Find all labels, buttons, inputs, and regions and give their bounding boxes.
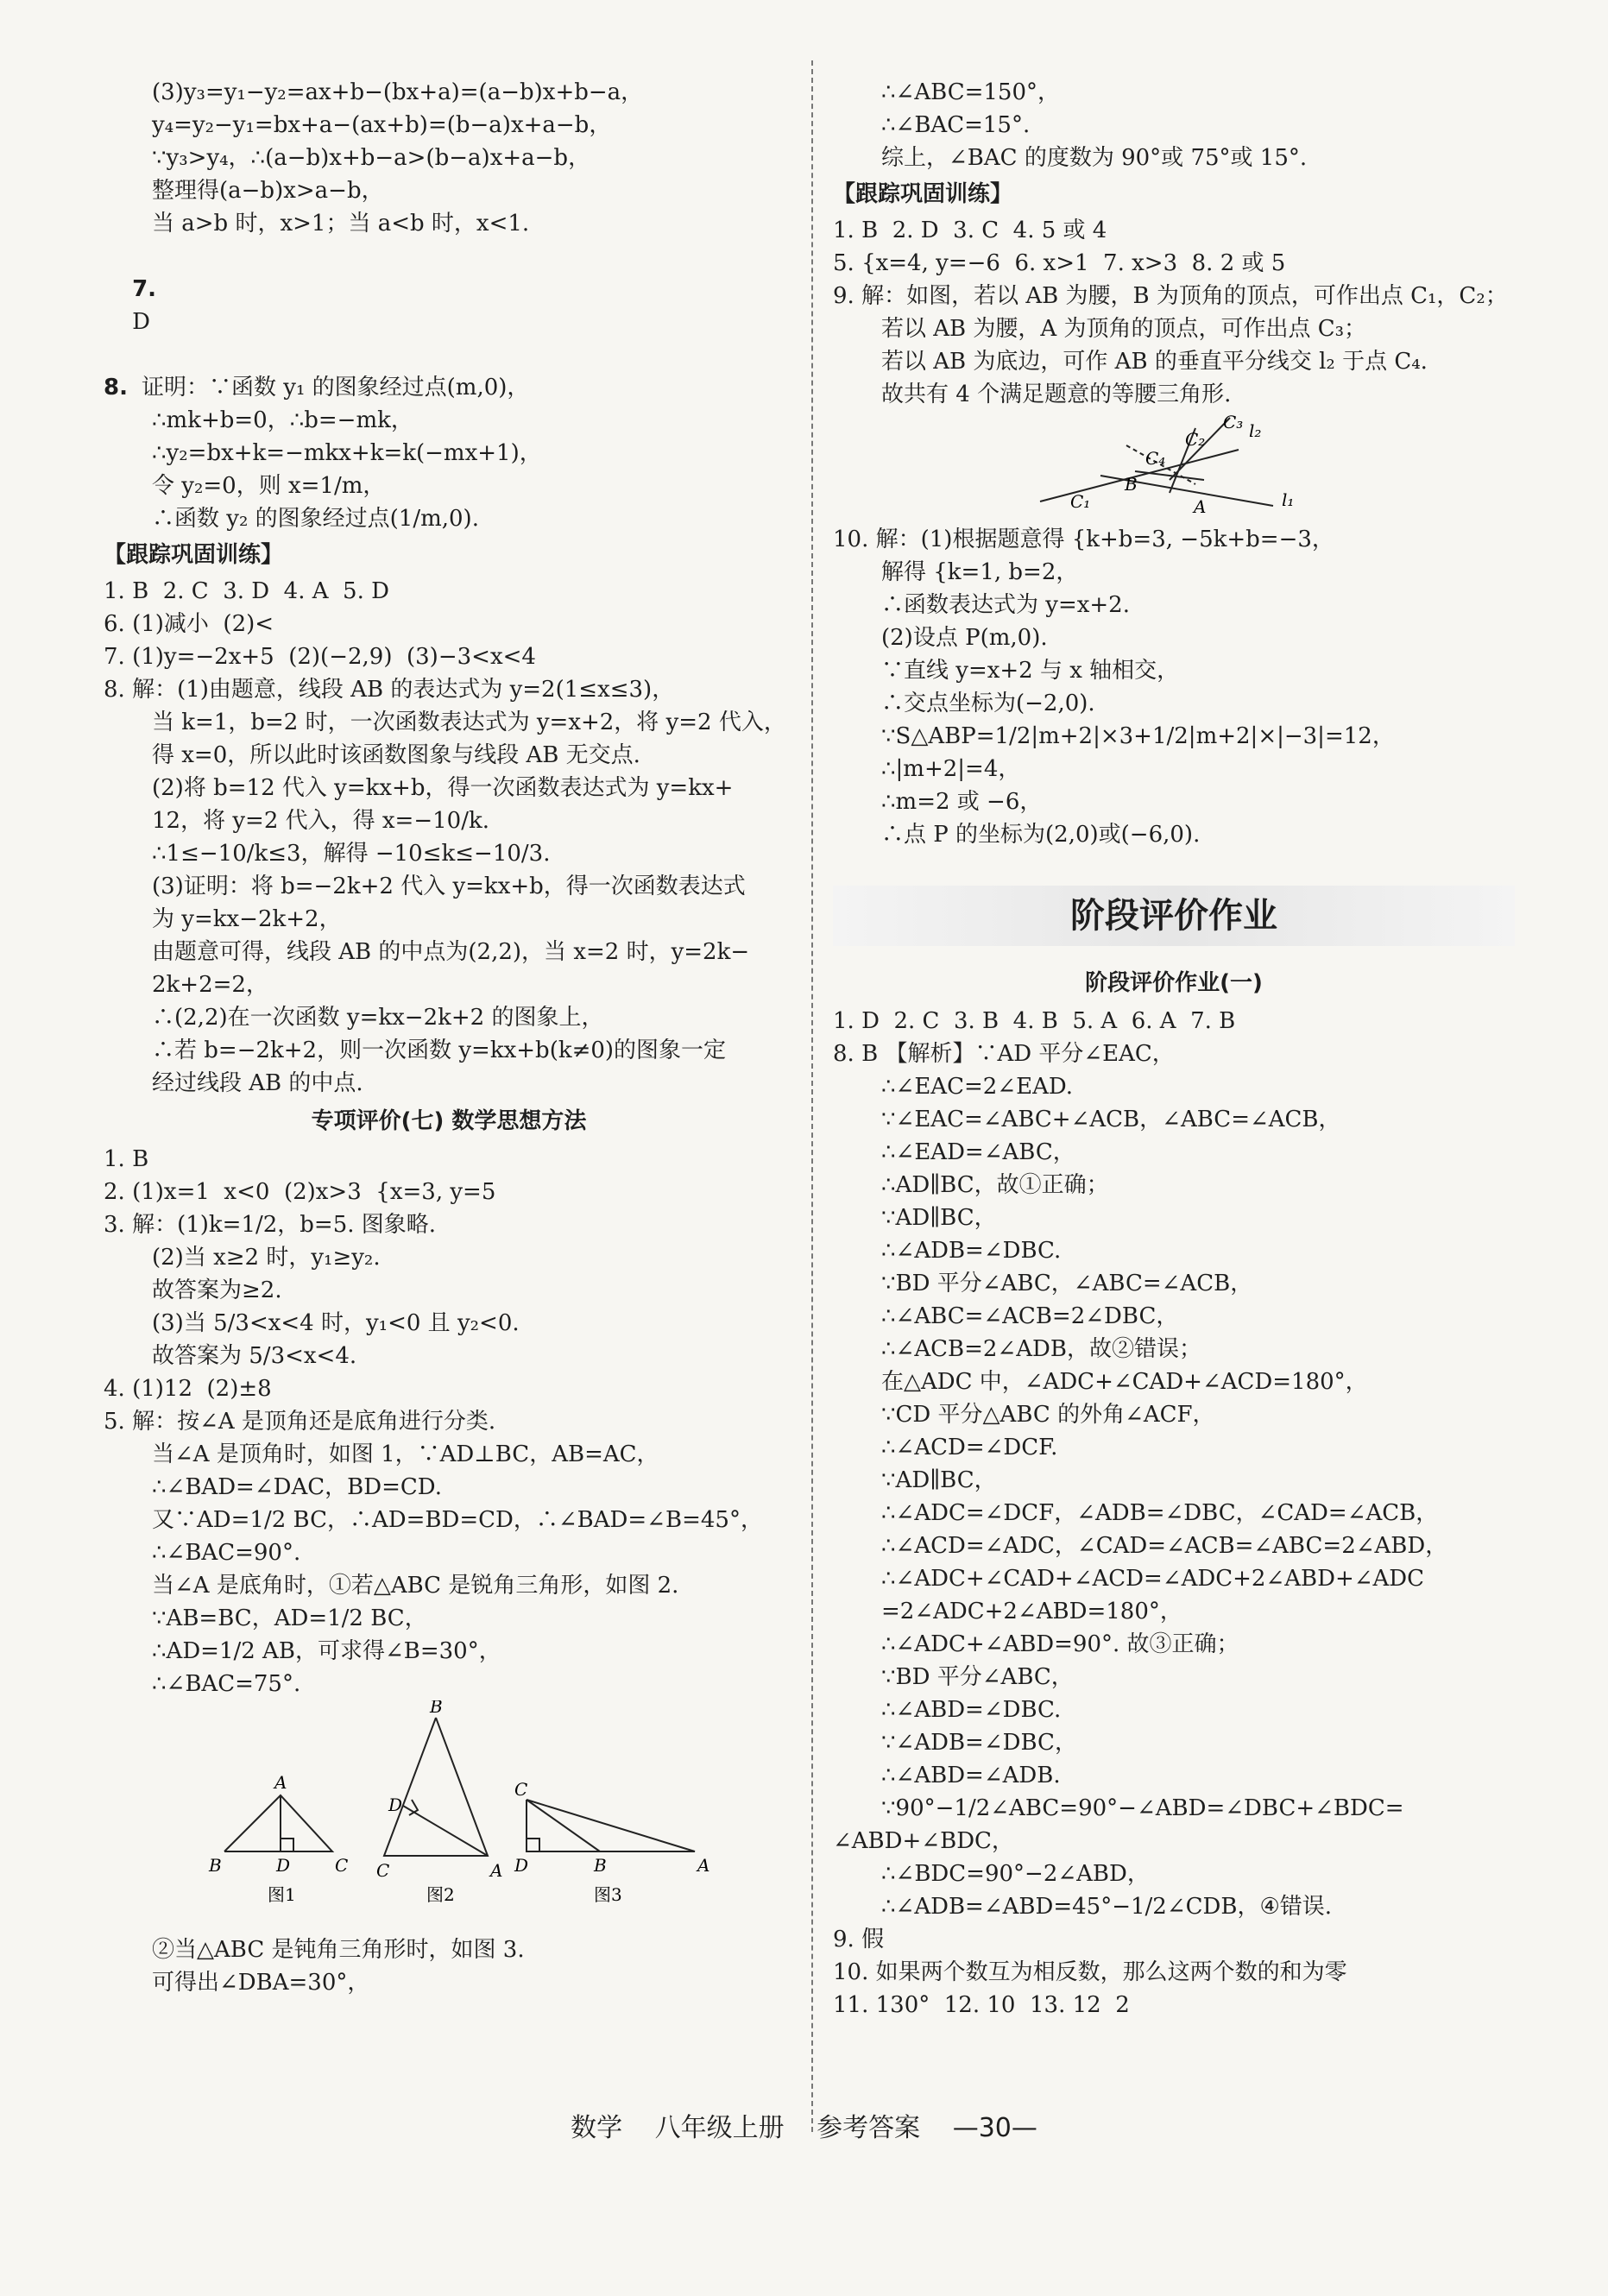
point-label: B — [430, 1700, 443, 1717]
text-line: 故答案为≥2. — [152, 1277, 282, 1303]
text-line: ∵y₃>y₄，∴(a−b)x+b−a>(b−a)x+a−b， — [152, 145, 591, 171]
point-label: A — [274, 1772, 287, 1793]
text-line: ∵∠EAC=∠ABC+∠ACB，∠ABC=∠ACB， — [881, 1107, 1341, 1132]
text-line: ∴∠ABC=150°， — [881, 79, 1060, 105]
text-line: 7. (1)y=−2x+5 (2)(−2,9) (3)−3<x<4 — [104, 644, 536, 670]
text-line: 5. 解：按∠A 是顶角还是底角进行分类. — [104, 1409, 496, 1435]
figure-caption: 图1 — [268, 1884, 296, 1905]
triangle-figures — [104, 1700, 794, 1933]
text-line: ∴交点坐标为(−2,0). — [881, 691, 1095, 716]
point-label: C — [514, 1779, 528, 1800]
text-line: ∴若 b=−2k+2，则一次函数 y=kx+b(k≠0)的图象一定 — [152, 1038, 727, 1063]
text-line: ∵直线 y=x+2 与 x 轴相交， — [881, 658, 1180, 684]
text-line: ∴∠BAC=15°. — [881, 112, 1031, 138]
point-label: C₂ — [1185, 429, 1206, 450]
footer-subject: 数学 — [571, 2113, 623, 2143]
text-line: 综上，∠BAC 的度数为 90°或 75°或 15°. — [881, 145, 1308, 171]
figure-caption: 图3 — [594, 1884, 622, 1905]
text-line: =2∠ADC+2∠ABD=180°， — [881, 1599, 1182, 1624]
text-line: (2)设点 P(m,0). — [881, 625, 1048, 651]
text-line: 8. 解：(1)由题意，线段 AB 的表达式为 y=2(1≤x≤3)， — [104, 677, 675, 703]
text-line: (3)证明：将 b=−2k+2 代入 y=kx+b，得一次函数表达式 — [152, 874, 746, 899]
question-number: 8. — [104, 375, 128, 401]
text-line: ∴∠ACB=2∠ADB，故②错误； — [881, 1336, 1201, 1362]
isosceles-figure — [833, 411, 1515, 523]
text-line: ∴函数 y₂ 的图象经过点(1/m,0). — [152, 506, 479, 532]
text-line: 整理得(a−b)x>a−b， — [152, 178, 384, 204]
text-line: ∴∠ADB=∠ABD=45°−1/2∠CDB，④错误. — [881, 1894, 1333, 1920]
point-label: l₁ — [1282, 489, 1295, 510]
point-label: C — [335, 1855, 349, 1876]
text-line: ∴∠ADB=∠DBC. — [881, 1238, 1062, 1264]
text-line: ∴函数表达式为 y=x+2. — [881, 592, 1130, 618]
text-line: (3)y₃=y₁−y₂=ax+b−(bx+a)=(a−b)x+b−a， — [152, 79, 644, 105]
text-line: 若以 AB 为底边，可作 AB 的垂直平分线交 l₂ 于点 C₄. — [881, 349, 1428, 375]
point-label: A — [1194, 496, 1207, 517]
text-line: ∴点 P 的坐标为(2,0)或(−6,0). — [881, 822, 1201, 848]
text-line: 当∠A 是顶角时，如图 1，∵AD⊥BC，AB=AC， — [152, 1441, 659, 1467]
text-line: 当 a>b 时，x>1；当 a<b 时，x<1. — [152, 211, 530, 237]
text-line: 9. 解：如图，若以 AB 为腰，B 为顶角的顶点，可作出点 C₁，C₂； — [833, 283, 1508, 309]
text-line: ∴y₂=bx+k=−mkx+k=k(−mx+1)， — [152, 440, 542, 466]
text-line: 3. 解：(1)k=1/2，b=5. 图象略. — [104, 1212, 437, 1238]
text-line: 1. B 2. D 3. C 4. 5 或 4 — [833, 218, 1107, 243]
text-line: ∠ABD+∠BDC， — [833, 1828, 1014, 1854]
text-line: y₄=y₂−y₁=bx+a−(ax+b)=(b−a)x+a−b， — [152, 112, 612, 138]
text-line: ∴AD∥BC，故①正确； — [881, 1172, 1109, 1198]
point-label: C₁ — [1070, 491, 1091, 512]
text-line: ∵BD 平分∠ABC，∠ABC=∠ACB， — [881, 1271, 1253, 1296]
text-line: 可得出∠DBA=30°， — [152, 1970, 370, 1996]
point-label: l₂ — [1249, 420, 1262, 441]
text-line: 10. 如果两个数互为相反数，那么这两个数的和为零 — [833, 1959, 1347, 1985]
text-line: 证明：∵函数 y₁ 的图象经过点(m,0)， — [142, 375, 530, 401]
text-line: 由题意可得，线段 AB 的中点为(2,2)，当 x=2 时，y=2k− — [152, 939, 750, 965]
text-line: ∴∠ABD=∠ADB. — [881, 1763, 1061, 1788]
text-line: ∴∠ACD=∠ADC，∠CAD=∠ACB=∠ABC=2∠ABD， — [881, 1533, 1448, 1559]
text-line: ∴|m+2|=4， — [881, 756, 1021, 782]
text-line: 12，将 y=2 代入，得 x=−10/k. — [152, 808, 489, 834]
left-column — [104, 76, 794, 1999]
text-line: ∴∠ABC=∠ACB=2∠DBC， — [881, 1303, 1179, 1329]
text-line: 1. B 2. C 3. D 4. A 5. D — [104, 578, 389, 604]
text-line: ∵S△ABP=1/2|m+2|×3+1/2|m+2|×|−3|=12， — [881, 723, 1395, 749]
text-line: ∵∠ADB=∠DBC， — [881, 1730, 1077, 1756]
text-line: ∵CD 平分△ABC 的外角∠ACF， — [881, 1402, 1215, 1428]
text-line: ∴∠BAD=∠DAC，BD=CD. — [152, 1474, 442, 1500]
text-line: 8. B 【解析】∵AD 平分∠EAC， — [833, 1041, 1175, 1067]
page-number: —30— — [952, 2113, 1037, 2143]
text-line: 10. 解：(1)根据题意得 {k+b=3, −5k+b=−3， — [833, 527, 1334, 552]
special-title: 专项评价(七) 数学思想方法 — [311, 1108, 587, 1134]
column-divider — [811, 60, 813, 2132]
left-lines-a — [104, 76, 794, 240]
text-line: ∴∠ADC+∠ABD=90°. 故③正确； — [881, 1631, 1239, 1657]
page-footer — [0, 2106, 1608, 2144]
text-line: ∵BD 平分∠ABC， — [881, 1664, 1074, 1690]
text-line: 得 x=0，所以此时该函数图象与线段 AB 无交点. — [152, 742, 640, 768]
text-line: ∴∠BDC=90°−2∠ABD， — [881, 1861, 1150, 1887]
point-label: A — [697, 1855, 710, 1876]
text-line: ∴AD=1/2 AB，可求得∠B=30°， — [152, 1638, 501, 1664]
text-line: 又∵AD=1/2 BC，∴AD=BD=CD，∴∠BAD=∠B=45°， — [152, 1507, 763, 1533]
text-line: (2)将 b=12 代入 y=kx+b，得一次函数表达式为 y=kx+ — [152, 775, 734, 801]
point-label: D — [388, 1795, 403, 1815]
text-line: 故答案为 5/3<x<4. — [152, 1343, 357, 1369]
text-line: 1. B — [104, 1146, 149, 1172]
text-line: 6. (1)减小 (2)< — [104, 611, 274, 637]
text-line: ∵AD∥BC， — [881, 1467, 997, 1493]
text-line: 2. (1)x=1 x<0 (2)x>3 {x=3, y=5 — [104, 1179, 496, 1205]
text-line: 经过线段 AB 的中点. — [152, 1070, 363, 1096]
point-label: D — [276, 1855, 291, 1876]
point-label: D — [514, 1855, 529, 1876]
right-column — [833, 76, 1515, 2022]
text-line: ∴m=2 或 −6， — [881, 789, 1043, 815]
answer-text: D — [132, 309, 150, 335]
text-line: ∴∠ADC=∠DCF，∠ADB=∠DBC，∠CAD=∠ACB， — [881, 1500, 1439, 1526]
section-banner: 阶段评价作业 — [833, 886, 1515, 946]
text-line: 若以 AB 为腰，A 为顶角的顶点，可作出点 C₃； — [881, 316, 1367, 342]
text-line: 为 y=kx−2k+2， — [152, 906, 342, 932]
text-line: ∴∠ACD=∠DCF. — [881, 1435, 1058, 1460]
text-line: ∴∠ADC+∠CAD+∠ACD=∠ADC+2∠ABD+∠ADC — [881, 1566, 1425, 1592]
point-label: B — [209, 1855, 222, 1876]
text-line: ∵AB=BC，AD=1/2 BC， — [152, 1605, 427, 1631]
figure-caption: 图2 — [426, 1884, 455, 1905]
section-title: 【跟踪巩固训练】 — [833, 181, 1013, 207]
text-line: 在△ADC 中，∠ADC+∠CAD+∠ACD=180°， — [881, 1369, 1368, 1395]
text-line: 2k+2=2， — [152, 972, 268, 998]
figure-2 — [384, 1718, 488, 1856]
point-label: A — [490, 1860, 503, 1881]
point-label: C — [376, 1860, 390, 1881]
text-line: 故共有 4 个满足题意的等腰三角形. — [881, 382, 1232, 407]
text-line: 1. D 2. C 3. B 4. B 5. A 6. A 7. B — [833, 1008, 1236, 1034]
text-line: ∵90°−1/2∠ABC=90°−∠ABD=∠DBC+∠BDC= — [881, 1795, 1404, 1821]
footer-grade: 八年级上册 — [654, 2113, 785, 2143]
figure-1 — [224, 1795, 332, 1851]
text-line: ∴∠BAC=90°. — [152, 1540, 301, 1566]
footer-type: 参考答案 — [817, 2113, 921, 2143]
text-line: ∴∠ABD=∠DBC. — [881, 1697, 1062, 1723]
answer-q8 — [104, 371, 794, 535]
text-line: (2)当 x≥2 时，y₁≥y₂. — [152, 1245, 381, 1271]
text-line: 当 k=1，b=2 时，一次函数表达式为 y=x+2，将 y=2 代入， — [152, 710, 786, 735]
text-line: 11. 130° 12. 10 13. 12 2 — [833, 1992, 1130, 2018]
answer-q7 — [104, 240, 794, 371]
text-line: 9. 假 — [833, 1927, 885, 1952]
text-line: ∴1≤−10/k≤3，解得 −10≤k≤−10/3. — [152, 841, 551, 867]
text-line: ∴mk+b=0，∴b=−mk， — [152, 407, 413, 433]
point-label: B — [594, 1855, 607, 1876]
text-line: (3)当 5/3<x<4 时，y₁<0 且 y₂<0. — [152, 1310, 520, 1336]
section-title: 【跟踪巩固训练】 — [104, 542, 284, 568]
question-number: 7. — [132, 276, 157, 302]
text-line: ∴∠BAC=75°. — [152, 1671, 301, 1697]
stage-title: 阶段评价作业(一) — [1085, 970, 1263, 996]
text-line: ∴(2,2)在一次函数 y=kx−2k+2 的图象上， — [152, 1005, 604, 1031]
text-line: ②当△ABC 是钝角三角形时，如图 3. — [152, 1937, 525, 1963]
text-line: 当∠A 是底角时，①若△ABC 是锐角三角形，如图 2. — [152, 1573, 679, 1599]
point-label: B — [1125, 474, 1138, 495]
text-line: ∵AD∥BC， — [881, 1205, 997, 1231]
text-line: 4. (1)12 (2)±8 — [104, 1376, 272, 1402]
text-line: 解得 {k=1, b=2， — [881, 559, 1079, 585]
point-label: C₄ — [1145, 448, 1166, 469]
text-line: 5. {x=4, y=−6 6. x>1 7. x>3 8. 2 或 5 — [833, 250, 1286, 276]
text-line: ∴∠EAC=2∠EAD. — [881, 1074, 1074, 1100]
text-line: ∴∠EAD=∠ABC， — [881, 1139, 1075, 1165]
text-line: 令 y₂=0，则 x=1/m， — [152, 473, 386, 499]
figure-3 — [527, 1800, 695, 1851]
point-label: C₃ — [1223, 412, 1244, 432]
